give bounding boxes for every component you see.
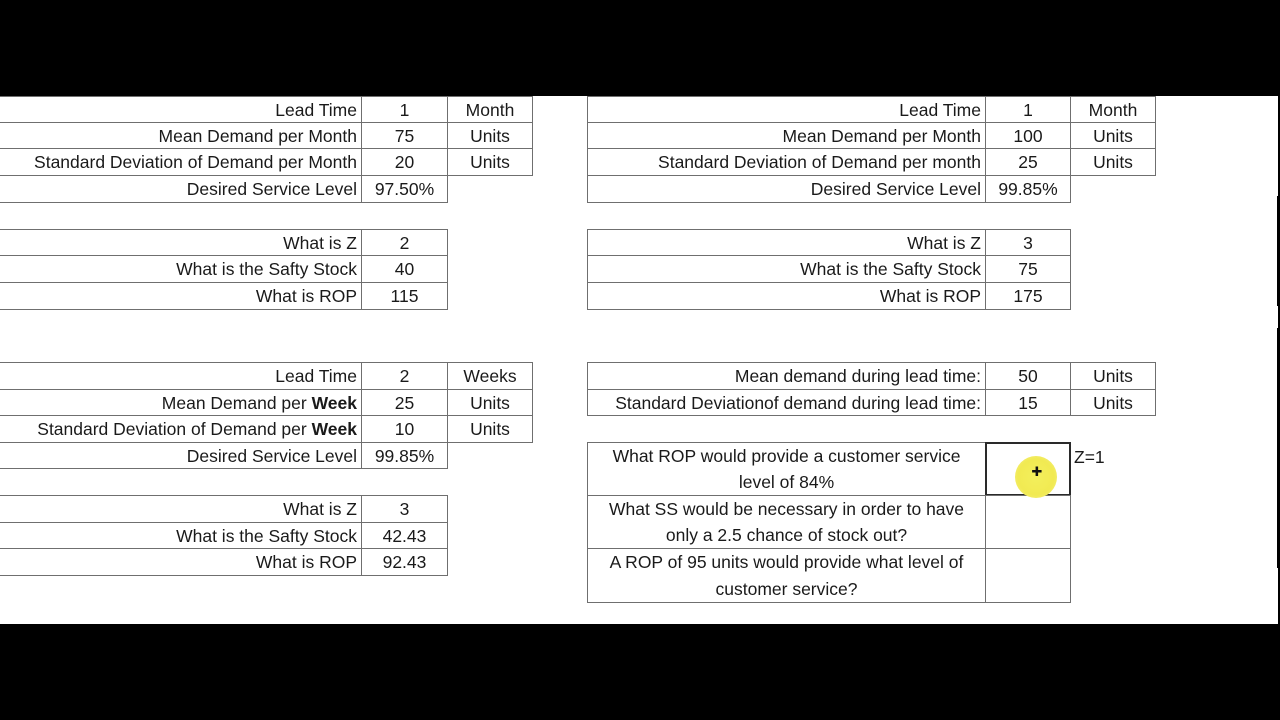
cell-label-mean-demand[interactable]: Mean Demand per Month — [587, 122, 986, 149]
cell-label-lead-time[interactable]: Lead Time — [0, 96, 362, 123]
cell-label-lead-time[interactable]: Lead Time — [0, 362, 362, 390]
cell-question-service-level[interactable]: A ROP of 95 units would provide what level of customer service? — [587, 548, 986, 603]
cell-unit-mean-demand[interactable]: Units — [447, 122, 533, 149]
cell-question-rop[interactable]: What ROP would provide a customer service level of 84% — [587, 442, 986, 496]
cell-select-cursor-icon: ✚ — [1031, 464, 1043, 479]
cell-label-mean-demand[interactable]: Mean Demand per Month — [0, 122, 362, 149]
cell-label-std-dev[interactable]: Standard Deviation of Demand per Month — [0, 148, 362, 176]
cell-value-z[interactable]: 3 — [361, 495, 448, 523]
cell-label-service-level[interactable]: Desired Service Level — [587, 175, 986, 203]
cell-value-std-dev[interactable]: 20 — [361, 148, 448, 176]
label-text: Mean Demand per — [161, 392, 312, 413]
cell-question-safety-stock[interactable]: What SS would be necessary in order to have only a 2.5 chance of stock out? — [587, 495, 986, 549]
cell-value-service-level[interactable]: 99.85% — [985, 175, 1071, 203]
note-z-value[interactable]: Z=1 — [1074, 447, 1105, 467]
cell-value-rop[interactable]: 175 — [985, 282, 1071, 310]
cell-value-service-level[interactable]: 99.85% — [361, 442, 448, 469]
cell-label-service-level[interactable]: Desired Service Level — [0, 442, 362, 469]
cell-label-mean-demand-lead-time[interactable]: Mean demand during lead time: — [587, 362, 986, 390]
cell-label-safety-stock[interactable]: What is the Safty Stock — [587, 255, 986, 283]
cell-value-mean-demand[interactable]: 100 — [985, 122, 1071, 149]
label-text: Standard Deviation of Demand per — [37, 419, 312, 439]
window-edge — [1277, 196, 1278, 306]
cell-label-service-level[interactable]: Desired Service Level — [0, 175, 362, 203]
label-bold-text: Week — [311, 392, 357, 413]
cell-value-std-dev[interactable]: 10 — [361, 415, 448, 443]
cell-unit-mean-demand-lead-time[interactable]: Units — [1070, 362, 1156, 390]
cell-unit-std-dev-lead-time[interactable]: Units — [1070, 389, 1156, 416]
cell-unit-std-dev[interactable]: Units — [1070, 148, 1156, 176]
cell-unit-lead-time[interactable]: Weeks — [447, 362, 533, 390]
cell-value-rop[interactable]: 115 — [361, 282, 448, 310]
cell-unit-lead-time[interactable]: Month — [1070, 96, 1156, 123]
cell-value-service-level[interactable]: 97.50% — [361, 175, 448, 203]
cell-answer-safety-stock[interactable] — [985, 495, 1071, 549]
cell-label-std-dev[interactable]: Standard Deviation of Demand per month — [587, 148, 986, 176]
cell-unit-lead-time[interactable]: Month — [447, 96, 533, 123]
cell-value-std-dev-lead-time[interactable]: 15 — [985, 389, 1071, 416]
cell-value-safety-stock[interactable]: 42.43 — [361, 522, 448, 549]
cell-label-safety-stock[interactable]: What is the Safty Stock — [0, 522, 362, 549]
cell-value-z[interactable]: 3 — [985, 229, 1071, 256]
cell-value-safety-stock[interactable]: 75 — [985, 255, 1071, 283]
cell-value-lead-time[interactable]: 1 — [361, 96, 448, 123]
cell-value-mean-demand[interactable]: 25 — [361, 389, 448, 416]
cell-label-std-dev[interactable] — [0, 415, 362, 443]
window-edge — [1277, 328, 1278, 568]
label-bold-text: Week — [311, 419, 357, 439]
cell-label-lead-time[interactable]: Lead Time — [587, 96, 986, 123]
cell-answer-service-level[interactable] — [985, 548, 1071, 603]
cell-label-z[interactable]: What is Z — [0, 229, 362, 256]
cell-label-safety-stock[interactable]: What is the Safty Stock — [0, 255, 362, 283]
cell-value-lead-time[interactable]: 2 — [361, 362, 448, 390]
cell-value-z[interactable]: 2 — [361, 229, 448, 256]
cell-label-z[interactable]: What is Z — [587, 229, 986, 256]
cell-unit-std-dev[interactable]: Units — [447, 148, 533, 176]
cell-label-z[interactable]: What is Z — [0, 495, 362, 523]
spreadsheet-area — [0, 96, 1278, 624]
cell-label-rop[interactable]: What is ROP — [0, 282, 362, 310]
cell-value-lead-time[interactable]: 1 — [985, 96, 1071, 123]
cell-label-rop[interactable]: What is ROP — [0, 548, 362, 576]
cell-value-safety-stock[interactable]: 40 — [361, 255, 448, 283]
cell-value-mean-demand-lead-time[interactable]: 50 — [985, 362, 1071, 390]
cell-label-rop[interactable]: What is ROP — [587, 282, 986, 310]
cell-value-mean-demand[interactable]: 75 — [361, 122, 448, 149]
cell-value-std-dev[interactable]: 25 — [985, 148, 1071, 176]
cell-unit-mean-demand[interactable]: Units — [1070, 122, 1156, 149]
cell-unit-mean-demand[interactable]: Units — [447, 389, 533, 416]
cell-unit-std-dev[interactable]: Units — [447, 415, 533, 443]
cell-value-rop[interactable]: 92.43 — [361, 548, 448, 576]
cell-label-std-dev-lead-time[interactable]: Standard Deviationof demand during lead time: — [587, 389, 986, 416]
cell-label-mean-demand[interactable] — [0, 389, 362, 416]
